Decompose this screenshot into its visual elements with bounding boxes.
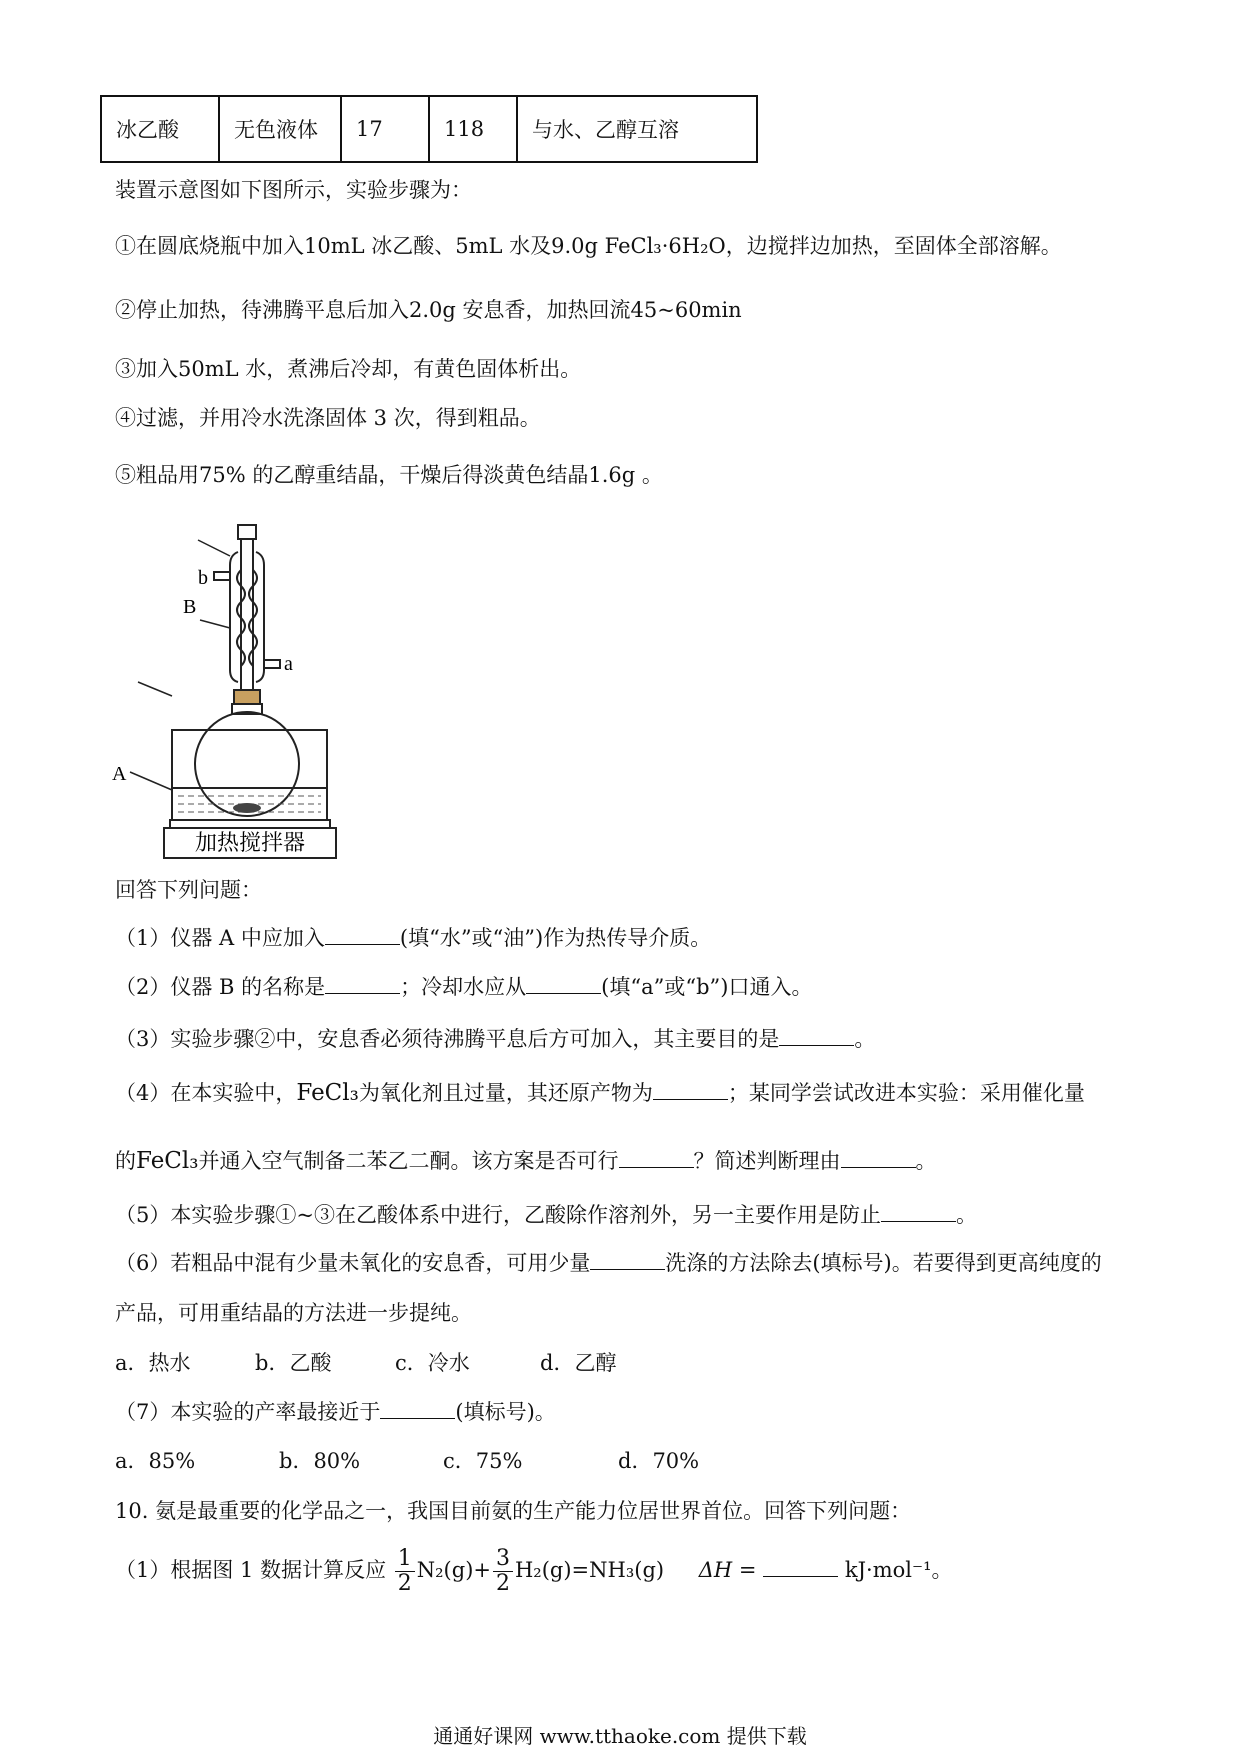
q10-end: 。	[931, 1558, 953, 1582]
answer-blank	[653, 1081, 728, 1100]
n2-formula: N₂(g)+	[416, 1558, 491, 1582]
step-3: ③加入50mL 水，煮沸后冷却，有黄色固体析出。	[115, 357, 582, 381]
q1-text-end: (填“水”或“油”)作为热传导介质。	[399, 926, 712, 950]
fecl3-formula: FeCl₃	[136, 1148, 199, 1174]
unit: kJ·mol⁻¹	[844, 1558, 932, 1582]
q5-text-end: 。	[955, 1203, 977, 1227]
q4-text: （4）在本实验中，	[115, 1081, 297, 1105]
question-10-1	[115, 1540, 953, 1600]
intro-text: 装置示意图如下图所示，实验步骤为：	[115, 178, 472, 202]
q7-options	[115, 1446, 758, 1476]
q6-text-end: 洗涤的方法除去(填标号)。若要得到更高纯度的	[665, 1251, 1102, 1275]
q4b-text-mid2: ？简述判断理由	[693, 1149, 841, 1173]
step-4: ④过滤，并用冷水洗涤固体 3 次，得到粗品。	[115, 406, 541, 430]
properties-table	[100, 95, 758, 163]
answer-blank	[380, 1400, 455, 1419]
fecl3-formula: FeCl₃	[296, 1080, 359, 1106]
answer-blank	[590, 1251, 665, 1270]
q4b-text-mid: 并通入空气制备二苯乙二酮。该方案是否可行	[198, 1149, 619, 1173]
q4-text-mid: 为氧化剂且过量，其还原产物为	[358, 1081, 653, 1105]
fraction: $\frac{1}{2}$	[395, 1547, 415, 1596]
question-4	[115, 1078, 1085, 1108]
q6-text: （6）若粗品中混有少量未氧化的安息香，可用少量	[115, 1251, 591, 1275]
step-5: ⑤粗品用75% 的乙醇重结晶，干燥后得淡黄色结晶1.6g 。	[115, 463, 663, 487]
q7-text: （7）本实验的产率最接近于	[115, 1400, 381, 1424]
q4b-text: 的	[115, 1149, 136, 1173]
answer-blank	[619, 1149, 694, 1168]
table-row	[101, 96, 757, 162]
answer-blank	[779, 1027, 854, 1046]
question-7	[115, 1397, 556, 1427]
q10-1-text: （1）根据图 1 数据计算反应	[115, 1558, 387, 1582]
option: a．85%	[115, 1449, 196, 1473]
delta-h: ΔH =	[698, 1558, 757, 1582]
q7-text-end: (填标号)。	[455, 1400, 556, 1424]
question-3	[115, 1024, 875, 1054]
answer-blank	[881, 1203, 956, 1222]
q4b-text-end: 。	[915, 1149, 937, 1173]
q2-text-end: (填“a”或“b”)口通入。	[601, 975, 813, 999]
option: b．乙酸	[255, 1351, 332, 1375]
q2-text: （2）仪器 B 的名称是	[115, 975, 326, 999]
question-6-cont: 产品，可用重结晶的方法进一步提纯。	[115, 1301, 472, 1325]
q5-text: （5）本实验步骤①~③在乙酸体系中进行，乙酸除作溶剂外，另一主要作用是防止	[115, 1203, 881, 1227]
question-10-title: 10. 氨是最重要的化学品之一，我国目前氨的生产能力位居世界首位。回答下列问题：	[115, 1499, 912, 1523]
table-cell: 无色液体	[219, 96, 341, 162]
apparatus-diagram	[108, 510, 348, 860]
q3-text-end: 。	[854, 1027, 876, 1051]
q1-text: （1）仪器 A 中应加入	[115, 926, 325, 950]
q4-text-end: ；某同学尝试改进本实验：采用催化量	[727, 1081, 1085, 1105]
q3-text: （3）实验步骤②中，安息香必须待沸腾平息后方可加入，其主要目的是	[115, 1027, 780, 1051]
stirrer-label: 加热搅拌器	[194, 831, 306, 856]
label-A: A	[112, 763, 127, 785]
table-cell: 118	[429, 96, 517, 162]
answer-prompt: 回答下列问题：	[115, 878, 262, 902]
option: a．热水	[115, 1351, 191, 1375]
stir-bar-icon	[233, 803, 261, 813]
question-4-cont	[115, 1146, 937, 1176]
step-1: ①在圆底烧瓶中加入10mL 冰乙酸、5mL 水及9.0g FeCl₃·6H₂O，边搅拌边加热，至固体全部溶解。	[115, 234, 1062, 258]
option: c．冷水	[395, 1351, 470, 1375]
option: d．乙醇	[540, 1351, 617, 1375]
label-a: a	[284, 653, 293, 675]
question-2	[115, 972, 812, 1002]
option: c．75%	[443, 1449, 523, 1473]
answer-blank	[763, 1558, 838, 1577]
answer-blank	[325, 926, 400, 945]
answer-blank	[325, 975, 400, 994]
question-1	[115, 923, 711, 953]
h2-formula: H₂(g)=NH₃(g)	[514, 1558, 665, 1582]
footer: 通通好课网 www.tthaoke.com 提供下载	[433, 1724, 807, 1748]
question-5	[115, 1200, 977, 1230]
step-2: ②停止加热，待沸腾平息后加入2.0g 安息香，加热回流45~60min	[115, 298, 742, 322]
question-6	[115, 1248, 1102, 1278]
q6-options	[115, 1348, 680, 1378]
table-cell: 17	[341, 96, 429, 162]
q2-text-mid: ；冷却水应从	[400, 975, 527, 999]
option: d．70%	[618, 1449, 700, 1473]
fraction: $\frac{3}{2}$	[493, 1547, 513, 1596]
label-b: b	[198, 567, 208, 589]
answer-blank	[841, 1149, 916, 1168]
table-cell: 冰乙酸	[101, 96, 219, 162]
table-cell: 与水、乙醇互溶	[517, 96, 757, 162]
label-B: B	[183, 596, 197, 618]
option: b．80%	[279, 1449, 361, 1473]
answer-blank	[526, 975, 601, 994]
